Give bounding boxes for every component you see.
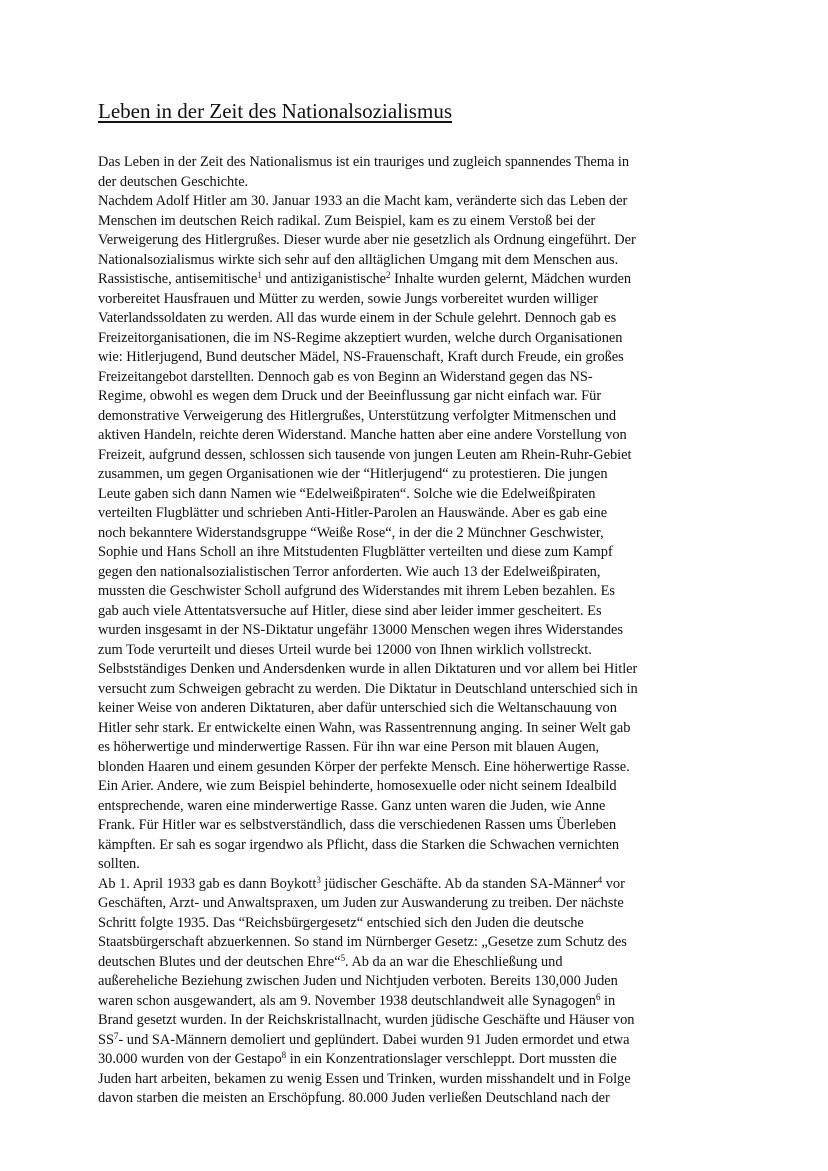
- text-line: es höherwertige und minderwertige Rassen. Für ihn war eine Person mit blauen Augen,: [98, 739, 600, 755]
- text-line: zusammen, um gegen Organisationen wie der “Hitlerjugend“ zu protestieren. Die jungen: [98, 466, 608, 482]
- text-line: versucht zum Schweigen gebracht zu werden. Die Diktatur in Deutschland unterschied sich in: [98, 680, 638, 697]
- text-line: $SS^7-$ und SA-Männern demoliert und geplündert. Dabei wurden 91 Juden ermordet und etwa: [98, 1030, 630, 1048]
- text-line: der deutschen Geschichte.: [98, 173, 249, 190]
- text-line: entsprechende, waren eine minderwertige Rasse. Ganz unten waren die Juden, wie Anne: [98, 797, 606, 814]
- text-line: keiner Weise von anderen Diktaturen, aber dafür unterschied sich die Weltanschauung von: [98, 700, 617, 716]
- text-line: Vaterlandssoldaten zu werden. All das wurde einem in der Schule gelehrt. Dennoch gab es: [98, 310, 617, 326]
- text-line: deutschen Blutes und der deutschen Ehre“$^5$. Ab da an war die Eheschließung und: [98, 952, 563, 970]
- footnote-marker: 5: [340, 952, 346, 963]
- text-line: Das Leben in der Zeit des Nationalismus ist ein trauriges und zugleich spannendes Thema in: [98, 154, 630, 170]
- document-body: [98, 153, 738, 1109]
- text-line: Hitler sehr stark. Er entwickelte einen Wahn, was Rassentrennung anging. In seiner Welt gab: [98, 719, 631, 736]
- text-line: vorbereitet Hausfrauen und Mütter zu werden, sowie Jungs vorbereitet wurden williger: [98, 290, 598, 307]
- text-line: Sophie und Hans Scholl an ihre Mitstudenten Flugblätter verteilten und diese zum Kampf: [98, 544, 613, 560]
- text-line: Staatsbürgerschaft abzuerkennen. So stand im Nürnberger Gesetz: „Gesetze zum Schutz des: [98, 934, 627, 950]
- document-page: [98, 98, 738, 1109]
- text-line: Menschen im deutschen Reich radikal. Zum Beispiel, kam es zu einem Verstoß bei der: [98, 212, 596, 229]
- text-line: waren schon ausgewandert, als am 9. November 1938 deutschlandweit alle Synagogen$^6$ in: [98, 991, 616, 1009]
- text-line: gegen den nationalsozialistischen Terror anforderten. Wie auch 13 der Edelweißpiraten,: [98, 563, 601, 580]
- text-line: verteilten Flugblätter und schrieben Anti-Hitler-Parolen an Hauswände. Aber es gab eine: [98, 505, 608, 521]
- text-line: zum Tode verurteilt und dieses Urteil wurde bei 12000 von Ihnen wirklich vollstreckt.: [98, 641, 592, 658]
- footnote-marker: 7: [113, 1030, 119, 1041]
- text-line: davon starben die meisten an Erschöpfung. 80.000 Juden verließen Deutschland nach der: [98, 1090, 610, 1106]
- text-line: Verweigerung des Hitlergrußes. Dieser wurde aber nie gesetzlich als Ordnung eingeführt. Der: [98, 232, 636, 248]
- footnote-marker: 6: [595, 991, 601, 1002]
- text-line: demonstrative Verweigerung des Hitlergrußes, Unterstützung verfolgter Mitmenschen und: [98, 407, 617, 424]
- footnote-marker: 4: [597, 874, 603, 885]
- text-line: Juden hart arbeiten, bekamen zu wenig Essen und Trinken, wurden misshandelt und in Folge: [98, 1070, 631, 1087]
- text-line: Geschäften, Arzt- und Anwaltspraxen, um Juden zur Auswanderung zu treiben. Der nächste: [98, 895, 624, 911]
- text-line: wurden insgesamt in der NS-Diktatur ungefähr 13000 Menschen wegen ihres Widerstandes: [98, 622, 623, 638]
- text-line: Nachdem Adolf Hitler am 30. Januar 1933 an die Macht kam, veränderte sich das Leben der: [98, 193, 628, 209]
- text-line: kämpften. Er sah es sogar irgendwo als Pflicht, dass die Starken die Schwachen vernichten: [98, 836, 620, 853]
- text-line: Ein Arier. Andere, wie zum Beispiel behinderte, homosexuelle oder nicht seinem Idealbild: [98, 778, 617, 794]
- text-line: sollten.: [98, 856, 140, 872]
- text-line: außereheliche Beziehung zwischen Juden und Nichtjuden verboten. Bereits 130,000 Juden: [98, 973, 618, 989]
- text-line: Freizeit, aufgrund dessen, schlossen sich tausende von jungen Leuten am Rhein-Ruhr-Gebiet: [98, 446, 632, 463]
- text-line: wie: Hitlerjugend, Bund deutscher Mädel, NS-Frauenschaft, Kraft durch Freude, ein großes: [98, 349, 624, 365]
- text-line: Rassistische, antisemitische$^1$ und antiziganistische$^2$ Inhalte wurden gelernt, Mädchen wurden: [98, 270, 632, 287]
- text-line: Freizeitangebot darstellten. Dennoch gab es von Beginn an Widerstand gegen das NS-: [98, 368, 593, 385]
- text-line: Schritt folgte 1935. Das “Reichsbürgergesetz“ entschied sich den Juden die deutsche: [98, 914, 584, 931]
- document-title: Leben in der Zeit des Nationalsozialismus: [98, 99, 452, 123]
- text-line: Frank. Für Hitler war es selbstverständlich, dass die verschiedenen Rassen ums Überleben: [98, 817, 617, 833]
- text-line: Nationalsozialismus wirkte sich sehr auf den alltäglichen Umgang mit dem Menschen aus.: [98, 251, 619, 268]
- text-line: Regime, obwohl es wegen dem Druck und der Beeinflussung gar nicht einfach war. Für: [98, 388, 602, 404]
- text-line: aktiven Handeln, reichte deren Widerstand. Manche hatten aber eine andere Vorstellung von: [98, 427, 627, 443]
- text-line: Ab 1. April 1933 gab es dann Boykott$^3$ jüdischer Geschäfte. Ab da standen SA-Männer$^4$ vor: [98, 874, 625, 892]
- text-line: Freizeitorganisationen, die im NS-Regime akzeptiert wurden, welche durch Organisationen: [98, 329, 623, 346]
- footnote-marker: 1: [257, 270, 262, 280]
- text-line: 30.000 wurden von der Gestapo$^8$ in ein Konzentrationslager verschleppt. Dort mussten die: [98, 1050, 617, 1067]
- footnote-marker: 8: [281, 1050, 287, 1060]
- footnote-marker: 3: [316, 874, 321, 885]
- text-line: noch bekanntere Widerstandsgruppe “Weiße Rose“, in der die 2 Münchner Geschwister,: [98, 524, 604, 541]
- text-line: gab auch viele Attentatsversuche auf Hitler, diese sind aber leider immer gescheitert. Es: [98, 602, 602, 619]
- text-line: Leute gaben sich dann Namen wie “Edelweißpiraten“. Solche wie die Edelweißpiraten: [98, 485, 596, 502]
- text-line: mussten die Geschwister Scholl aufgrund des Widerstandes mit ihrem Leben bezahlen. Es: [98, 583, 615, 599]
- footnote-marker: 2: [386, 270, 391, 280]
- text-line: Selbstständiges Denken und Andersdenken wurde in allen Diktaturen und vor allem bei Hitler: [98, 661, 638, 677]
- text-line: blonden Haaren und einem gesunden Körper der perfekte Mensch. Eine höherwertige Rasse.: [98, 758, 630, 775]
- text-line: Brand gesetzt wurden. In der Reichskristallnacht, wurden jüdische Geschäfte und Häuser von: [98, 1012, 635, 1028]
